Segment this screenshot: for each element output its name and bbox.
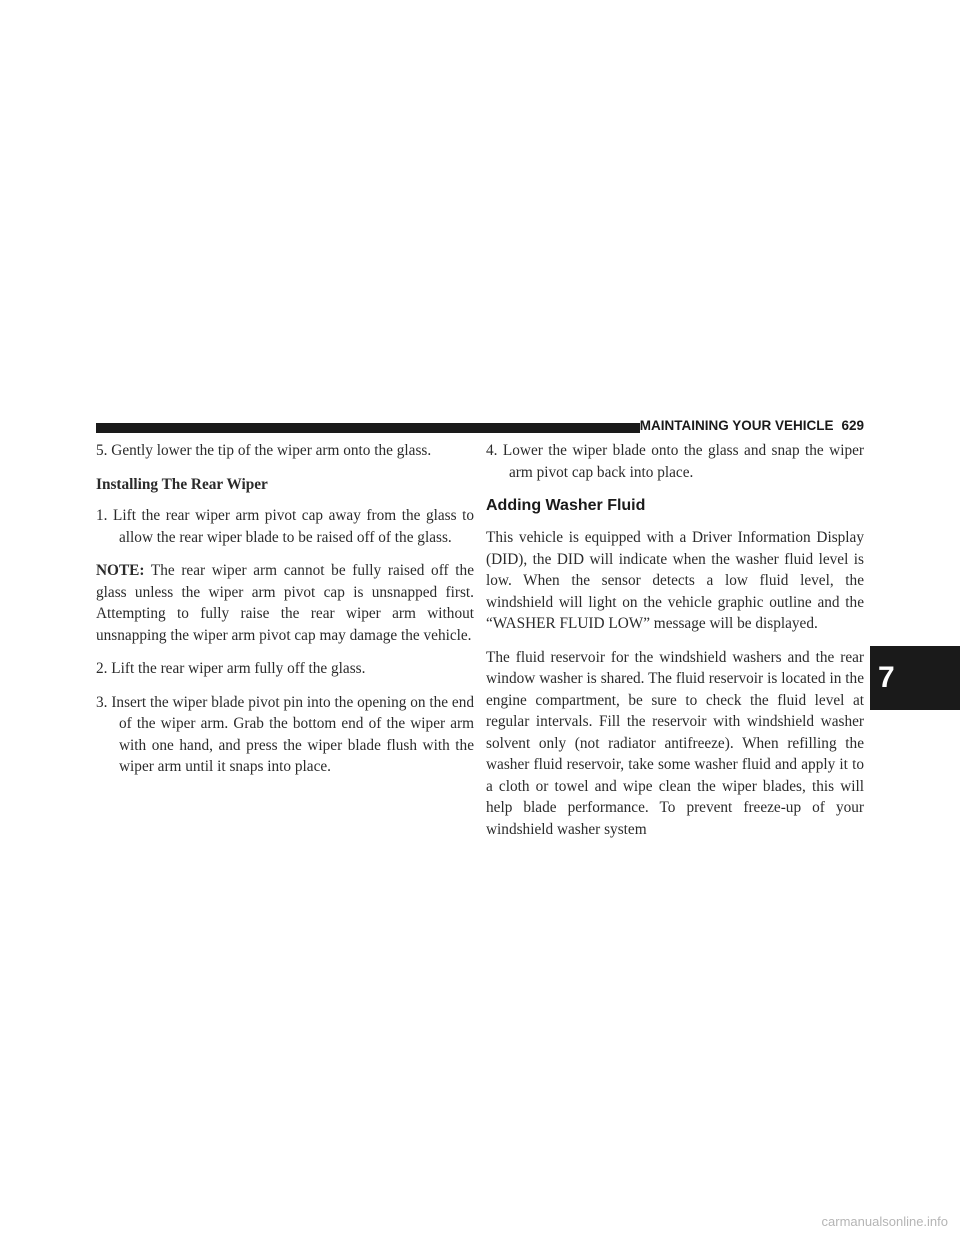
washer-paragraph-1: This vehicle is equipped with a Driver Information Display (DID), the DID will indicate when the washer fluid level is low. When the sensor detects a low fluid level, the windshield will light on the vehicle graphic outline and the “WASHER FLUID LOW” message will be displayed.: [486, 529, 864, 632]
step-4: 4. Lower the wiper blade onto the glass and snap the wiper arm pivot cap back into place.: [486, 442, 864, 481]
left-column: [96, 440, 474, 790]
page-number: 629: [841, 418, 864, 433]
header-section-title: MAINTAINING YOUR VEHICLE: [639, 418, 834, 433]
watermark: carmanualsonline.info: [821, 1214, 948, 1229]
washer-paragraph-2: The fluid reservoir for the windshield washers and the rear window washer is shared. The fluid reservoir is located in the engine compartment, be sure to check the fluid level at regular intervals. Fill the reservoir with windshield washer solvent only (not radiator antifreeze). When refilling the washer fluid reservoir, take some washer fluid and apply it to a cloth or towel and wipe clean the wiper blades, this will help blade performance. To prevent freeze-up of your windshield washer system: [486, 648, 864, 838]
note-paragraph: [96, 560, 474, 646]
step-1: 1. Lift the rear wiper arm pivot cap away from the glass to allow the rear wiper blade to be raised off of the glass.: [96, 507, 474, 546]
right-column: [486, 440, 864, 852]
running-header: [639, 418, 864, 433]
subheading-installing-rear-wiper: Installing The Rear Wiper: [96, 475, 268, 493]
note-label: NOTE:: [96, 562, 145, 579]
step-3: 3. Insert the wiper blade pivot pin into the opening on the end of the wiper arm. Grab the bottom end of the wiper arm with one hand, and press the wiper blade flush with the wiper arm until it snaps into place.: [96, 693, 474, 775]
chapter-tab: 7: [870, 646, 960, 710]
header-rule: [96, 423, 640, 433]
section-title-adding-washer-fluid: Adding Washer Fluid: [486, 497, 646, 514]
note-text: The rear wiper arm cannot be fully raised off the glass unless the wiper arm pivot cap is unsnapped first. Attempting to fully raise the rear wiper arm without unsnapping the wiper arm pivot cap may damage the vehicle.: [96, 562, 474, 644]
step-2: 2. Lift the rear wiper arm fully off the glass.: [96, 660, 366, 677]
step-5: 5. Gently lower the tip of the wiper arm onto the glass.: [96, 442, 432, 459]
